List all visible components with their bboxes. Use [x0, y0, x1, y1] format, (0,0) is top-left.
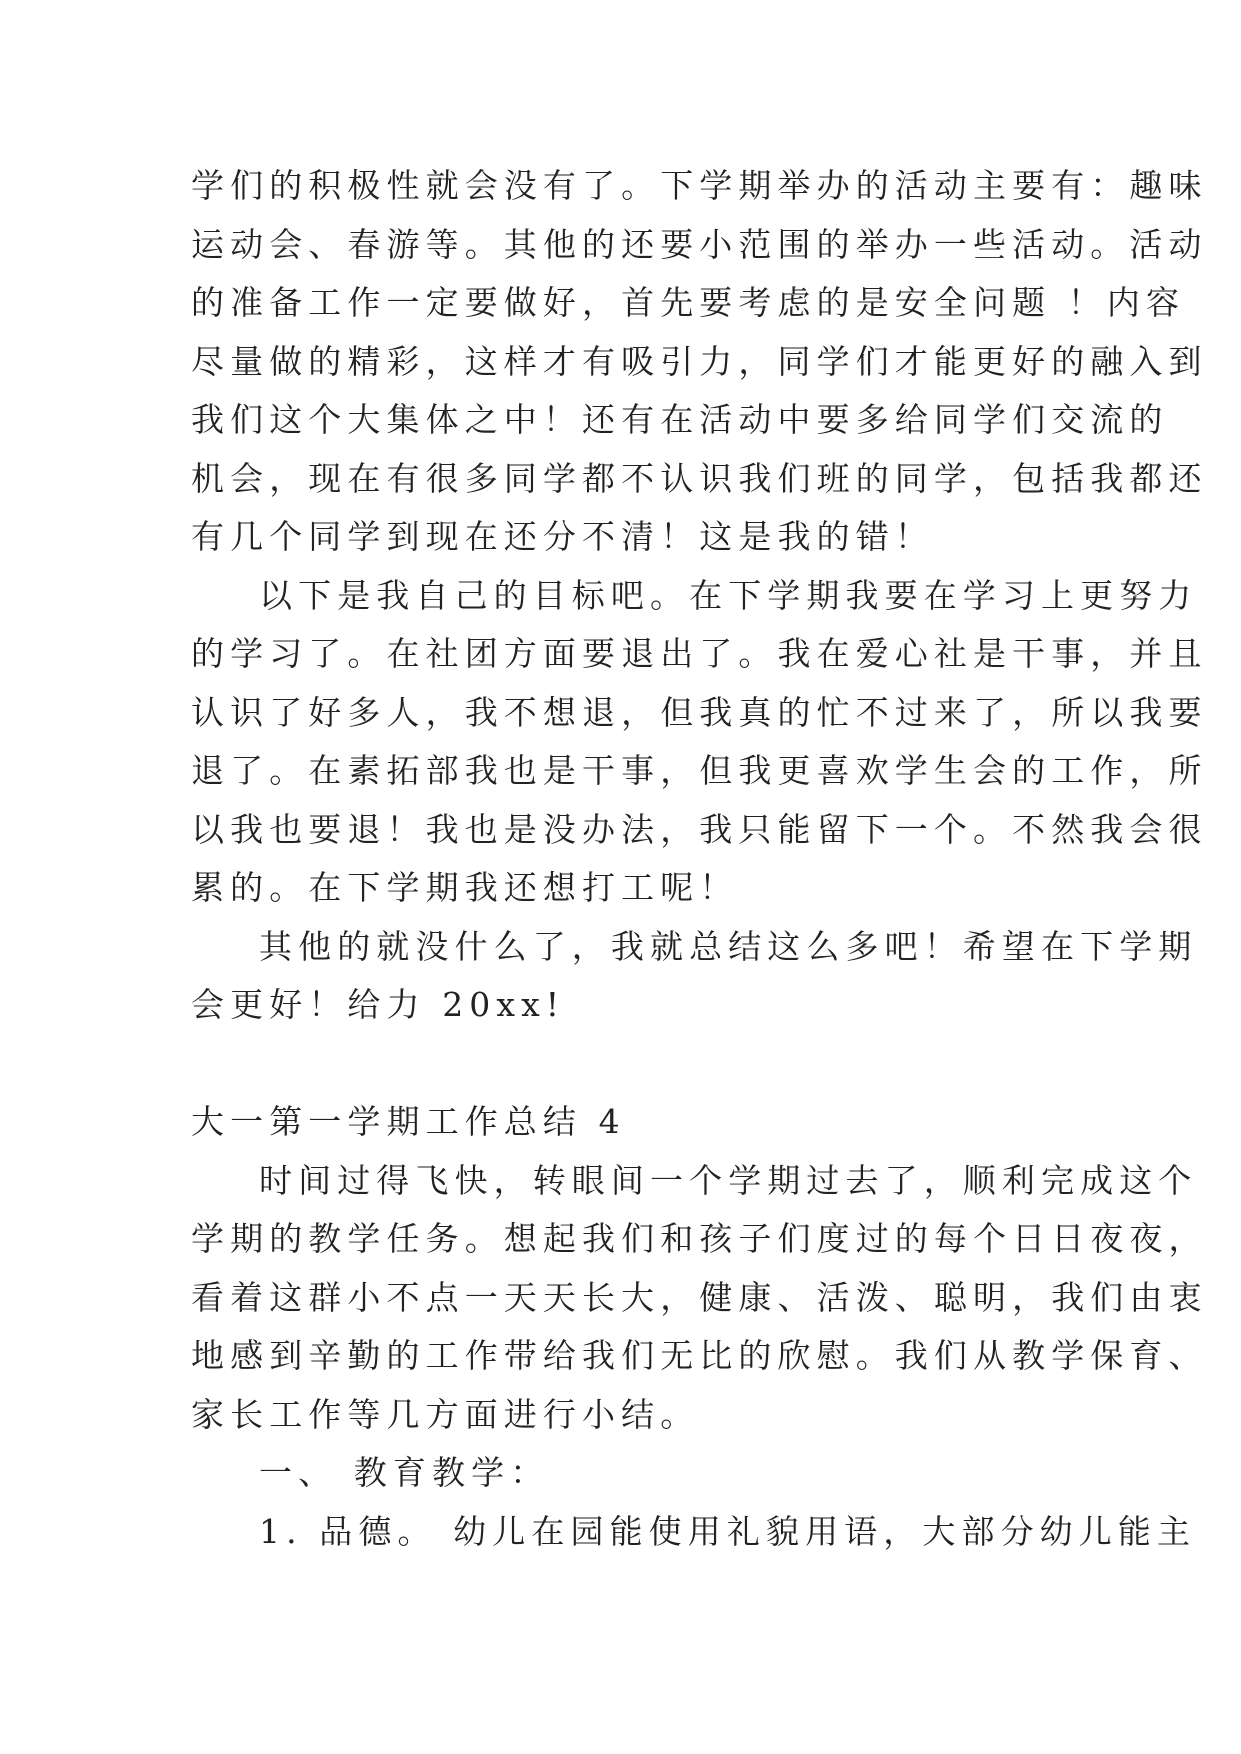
paragraph-line: 看着这群小不点一天天长大，健康、活泼、聪明，我们由衷 — [191, 1277, 1208, 1317]
paragraph-line: 其他的就没什么了，我就总结这么多吧！希望在下学期 — [259, 926, 1198, 966]
paragraph-line: 会更好！给力 20xx! — [191, 985, 566, 1024]
paragraph-line: 家长工作等几方面进行小结。 — [191, 1394, 700, 1434]
paragraph-line: 退了。在素拓部我也是干事，但我更喜欢学生会的工作，所 — [191, 751, 1208, 790]
paragraph-line: 地感到辛勤的工作带给我们无比的欣慰。我们从教学保育、 — [191, 1336, 1208, 1375]
list-heading: 一、 教育教学： — [259, 1453, 550, 1492]
paragraph-line: 机会，现在有很多同学都不认识我们班的同学，包括我都还 — [191, 458, 1208, 498]
paragraph-line: 尽量做的精彩，这样才有吸引力，同学们才能更好的融入到 — [191, 341, 1208, 381]
paragraph-line: 时间过得飞快，转眼间一个学期过去了，顺利完成这个 — [259, 1160, 1198, 1200]
list-item: 1. 品德。 幼儿在园能使用礼貌用语，大部分幼儿能主 — [259, 1511, 1197, 1551]
section-heading: 大一第一学期工作总结 4 — [191, 1102, 626, 1141]
paragraph-line: 有几个同学到现在还分不清！这是我的错！ — [191, 517, 934, 556]
document-body — [191, 157, 1208, 1561]
paragraph-line: 运动会、春游等。其他的还要小范围的举办一些活动。活动 — [191, 224, 1208, 264]
paragraph-line: 以下是我自己的目标吧。在下学期我要在学习上更努力 — [259, 575, 1198, 615]
paragraph-line: 学期的教学任务。想起我们和孩子们度过的每个日日夜夜， — [191, 1219, 1208, 1258]
paragraph-line: 以我也要退！我也是没办法，我只能留下一个。不然我会很 — [191, 809, 1208, 849]
paragraph-line: 学们的积极性就会没有了。下学期举办的活动主要有：趣味 — [191, 166, 1208, 205]
paragraph-line: 的准备工作一定要做好，首先要考虑的是安全问题 ！内容 — [191, 283, 1186, 322]
blank-line — [191, 1035, 1061, 1094]
paragraph-line: 的学习了。在社团方面要退出了。我在爱心社是干事，并且 — [191, 634, 1208, 673]
paragraph-line: 累的。在下学期我还想打工呢！ — [191, 868, 739, 907]
paragraph-line: 认识了好多人，我不想退，但我真的忙不过来了，所以我要 — [191, 692, 1208, 732]
paragraph-line: 我们这个大集体之中！还有在活动中要多给同学们交流的 — [191, 400, 1169, 439]
